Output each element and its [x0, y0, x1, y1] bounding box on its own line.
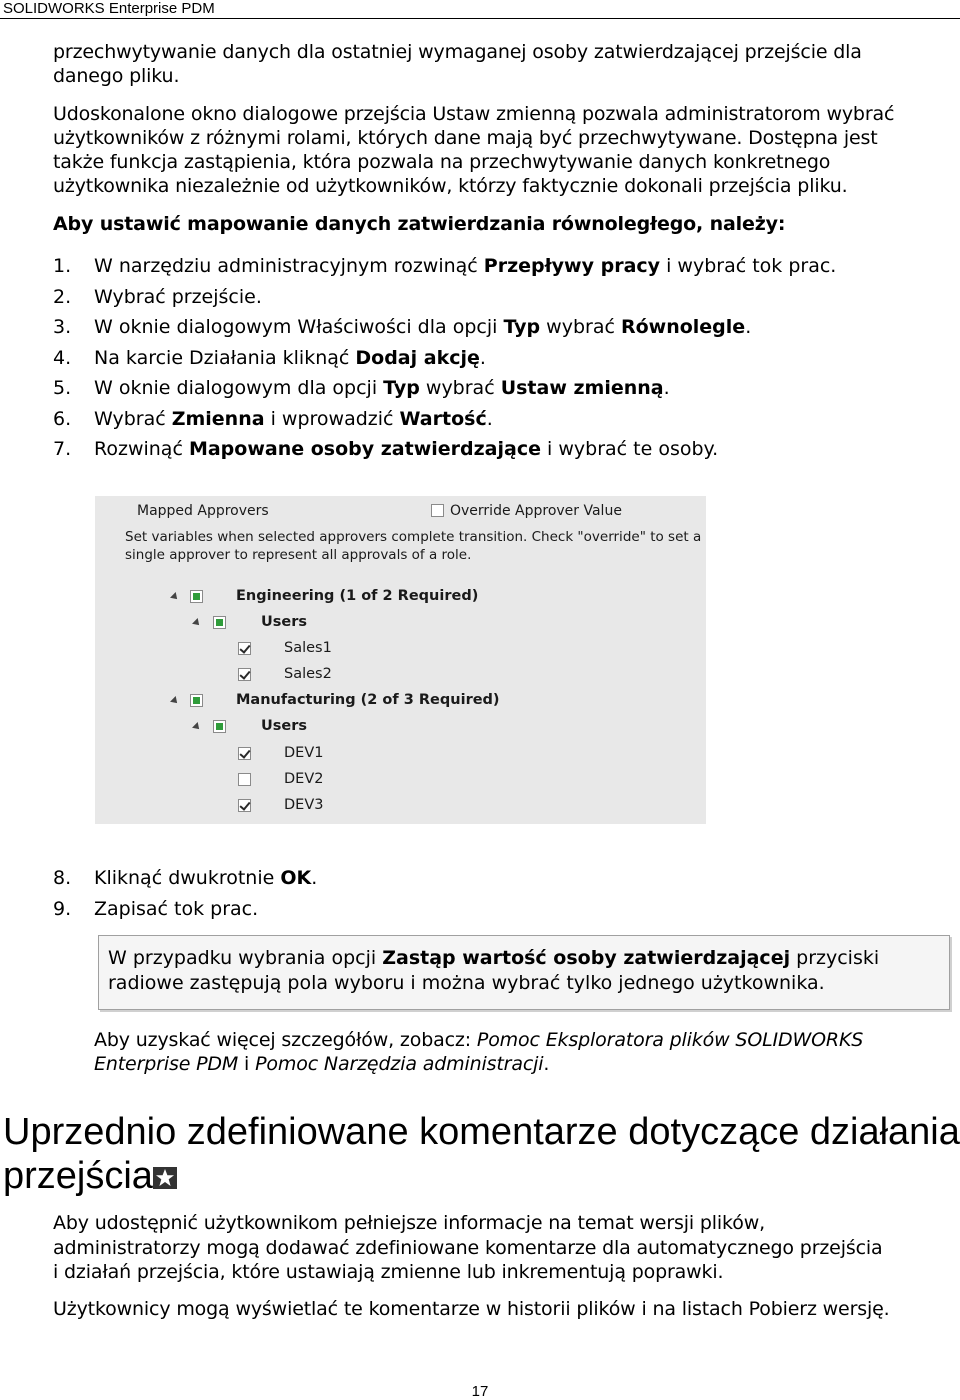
link-file-explorer-help[interactable]: Pomoc Eksploratora plików SOLIDWORKS [476, 1029, 864, 1051]
section-para1-line-1: Aby udostępnić użytkownikom pełniejsze informacje na temat wersji plików, [53, 1212, 765, 1234]
para2-line-3: także funkcja zastąpienia, która pozwala na przechwytywanie danych konkretnego [53, 151, 831, 173]
step-text: Wybrać przejście. [94, 286, 262, 308]
override-approver-checkbox[interactable] [431, 504, 444, 517]
mapped-approvers-screenshot [95, 496, 706, 824]
header-title: SOLIDWORKS Enterprise PDM [3, 0, 215, 17]
step-number: 4. [53, 347, 72, 369]
tree-item-manufacturing[interactable]: Manufacturing (2 of 3 Required) [236, 692, 500, 708]
page-number: 17 [471, 1383, 489, 1400]
panel-description-line-2: single approver to represent all approvals of a role. [125, 547, 472, 563]
section-para1-line-2: administratorzy mogą dodawać zdefiniowane komentarze dla automatycznego przejścia [53, 1237, 883, 1259]
step-text: Zapisać tok prac. [94, 898, 259, 920]
step-text: Na karcie Działania kliknąć Dodaj akcję. [94, 347, 486, 369]
note-line-1: W przypadku wybrania opcji Zastąp wartość osoby zatwierdzającej przyciski [108, 947, 880, 969]
tree-item-users[interactable]: Users [261, 614, 308, 630]
step-number: 1. [53, 255, 72, 277]
section-heading-line-1: Uprzednio zdefiniowane komentarze dotyczące działania [3, 1111, 960, 1153]
tree-checkbox-users[interactable] [213, 720, 226, 733]
note-line-2: radiowe zastępują pola wyboru i można wybrać tylko jednego użytkownika. [108, 972, 825, 994]
tree-item-dev2[interactable]: DEV2 [284, 771, 324, 787]
para2-line-2: użytkowników z różnymi rolami, których dane mają być przechwytywane. Dostępna jest [53, 127, 878, 149]
expand-arrow-icon[interactable] [170, 592, 180, 602]
tree-item-sales1[interactable]: Sales1 [284, 640, 332, 656]
section-heading-line-2: przejścia [3, 1155, 953, 1198]
tree-checkbox-engineering[interactable] [190, 590, 203, 603]
intro-line-2: danego pliku. [53, 65, 180, 87]
step-text: Kliknąć dwukrotnie OK. [94, 867, 318, 889]
step-text: W narzędziu administracyjnym rozwinąć Przepływy pracy i wybrać tok prac. [94, 255, 837, 277]
step-number: 9. [53, 898, 72, 920]
step-text: Wybrać Zmienna i wprowadzić Wartość. [94, 408, 493, 430]
intro-line-1: przechwytywanie danych dla ostatniej wymaganej osoby zatwierdzającej przejście dla [53, 41, 862, 63]
para2-line-4: użytkownika niezależnie od użytkowników, którzy faktycznie dokonali przejścia pliku. [53, 175, 848, 197]
step-text: Rozwinąć Mapowane osoby zatwierdzające i wybrać te osoby. [94, 438, 719, 460]
step-number: 7. [53, 438, 72, 460]
step-number: 6. [53, 408, 72, 430]
tree-item-dev1[interactable]: DEV1 [284, 745, 324, 761]
tree-checkbox-sales2[interactable] [238, 668, 251, 681]
step-number: 2. [53, 286, 72, 308]
link-admin-tool-help[interactable]: Pomoc Narzędzia administracji [255, 1053, 544, 1075]
new-feature-star-icon [153, 1167, 177, 1189]
step-text: W oknie dialogowym dla opcji Typ wybrać Ustaw zmienną. [94, 377, 670, 399]
tree-checkbox-dev2[interactable] [238, 773, 251, 786]
panel-description-line-1: Set variables when selected approvers complete transition. Check "override" to set a [125, 529, 702, 545]
note-box [98, 935, 950, 1010]
tree-checkbox-manufacturing[interactable] [190, 694, 203, 707]
expand-arrow-icon[interactable] [192, 722, 202, 732]
expand-arrow-icon[interactable] [192, 618, 202, 628]
step-number: 5. [53, 377, 72, 399]
tree-item-sales2[interactable]: Sales2 [284, 666, 332, 682]
step-text: W oknie dialogowym Właściwości dla opcji Typ wybrać Równolegle. [94, 316, 752, 338]
tree-checkbox-sales1[interactable] [238, 642, 251, 655]
step-number: 3. [53, 316, 72, 338]
tree-checkbox-dev3[interactable] [238, 799, 251, 812]
more-info-line-1: Aby uzyskać więcej szczegółów, zobacz: Pomoc Eksploratora plików SOLIDWORKS [94, 1029, 864, 1051]
tree-checkbox-dev1[interactable] [238, 747, 251, 760]
tree-item-dev3[interactable]: DEV3 [284, 797, 324, 813]
tree-item-engineering[interactable]: Engineering (1 of 2 Required) [236, 588, 479, 604]
tree-item-users[interactable]: Users [261, 718, 308, 734]
section-para1-line-3: i działań przejścia, które ustawiają zmienne lub inkrementują poprawki. [53, 1261, 724, 1283]
page-header [0, 0, 960, 19]
mapped-approvers-label: Mapped Approvers [137, 503, 269, 519]
step-number: 8. [53, 867, 72, 889]
section-para2: Użytkownicy mogą wyświetlać te komentarze w historii plików i na listach Pobierz wersję. [53, 1298, 890, 1320]
link-enterprise-pdm[interactable]: Enterprise PDM [94, 1053, 239, 1075]
more-info-line-2: Enterprise PDM i Pomoc Narzędzia administracji. [94, 1053, 550, 1075]
override-approver-label: Override Approver Value [450, 503, 622, 519]
procedure-heading: Aby ustawić mapowanie danych zatwierdzania równoległego, należy: [53, 213, 786, 235]
tree-checkbox-users[interactable] [213, 616, 226, 629]
para2-line-1: Udoskonalone okno dialogowe przejścia Ustaw zmienną pozwala administratorom wybrać [53, 103, 895, 125]
expand-arrow-icon[interactable] [170, 696, 180, 706]
